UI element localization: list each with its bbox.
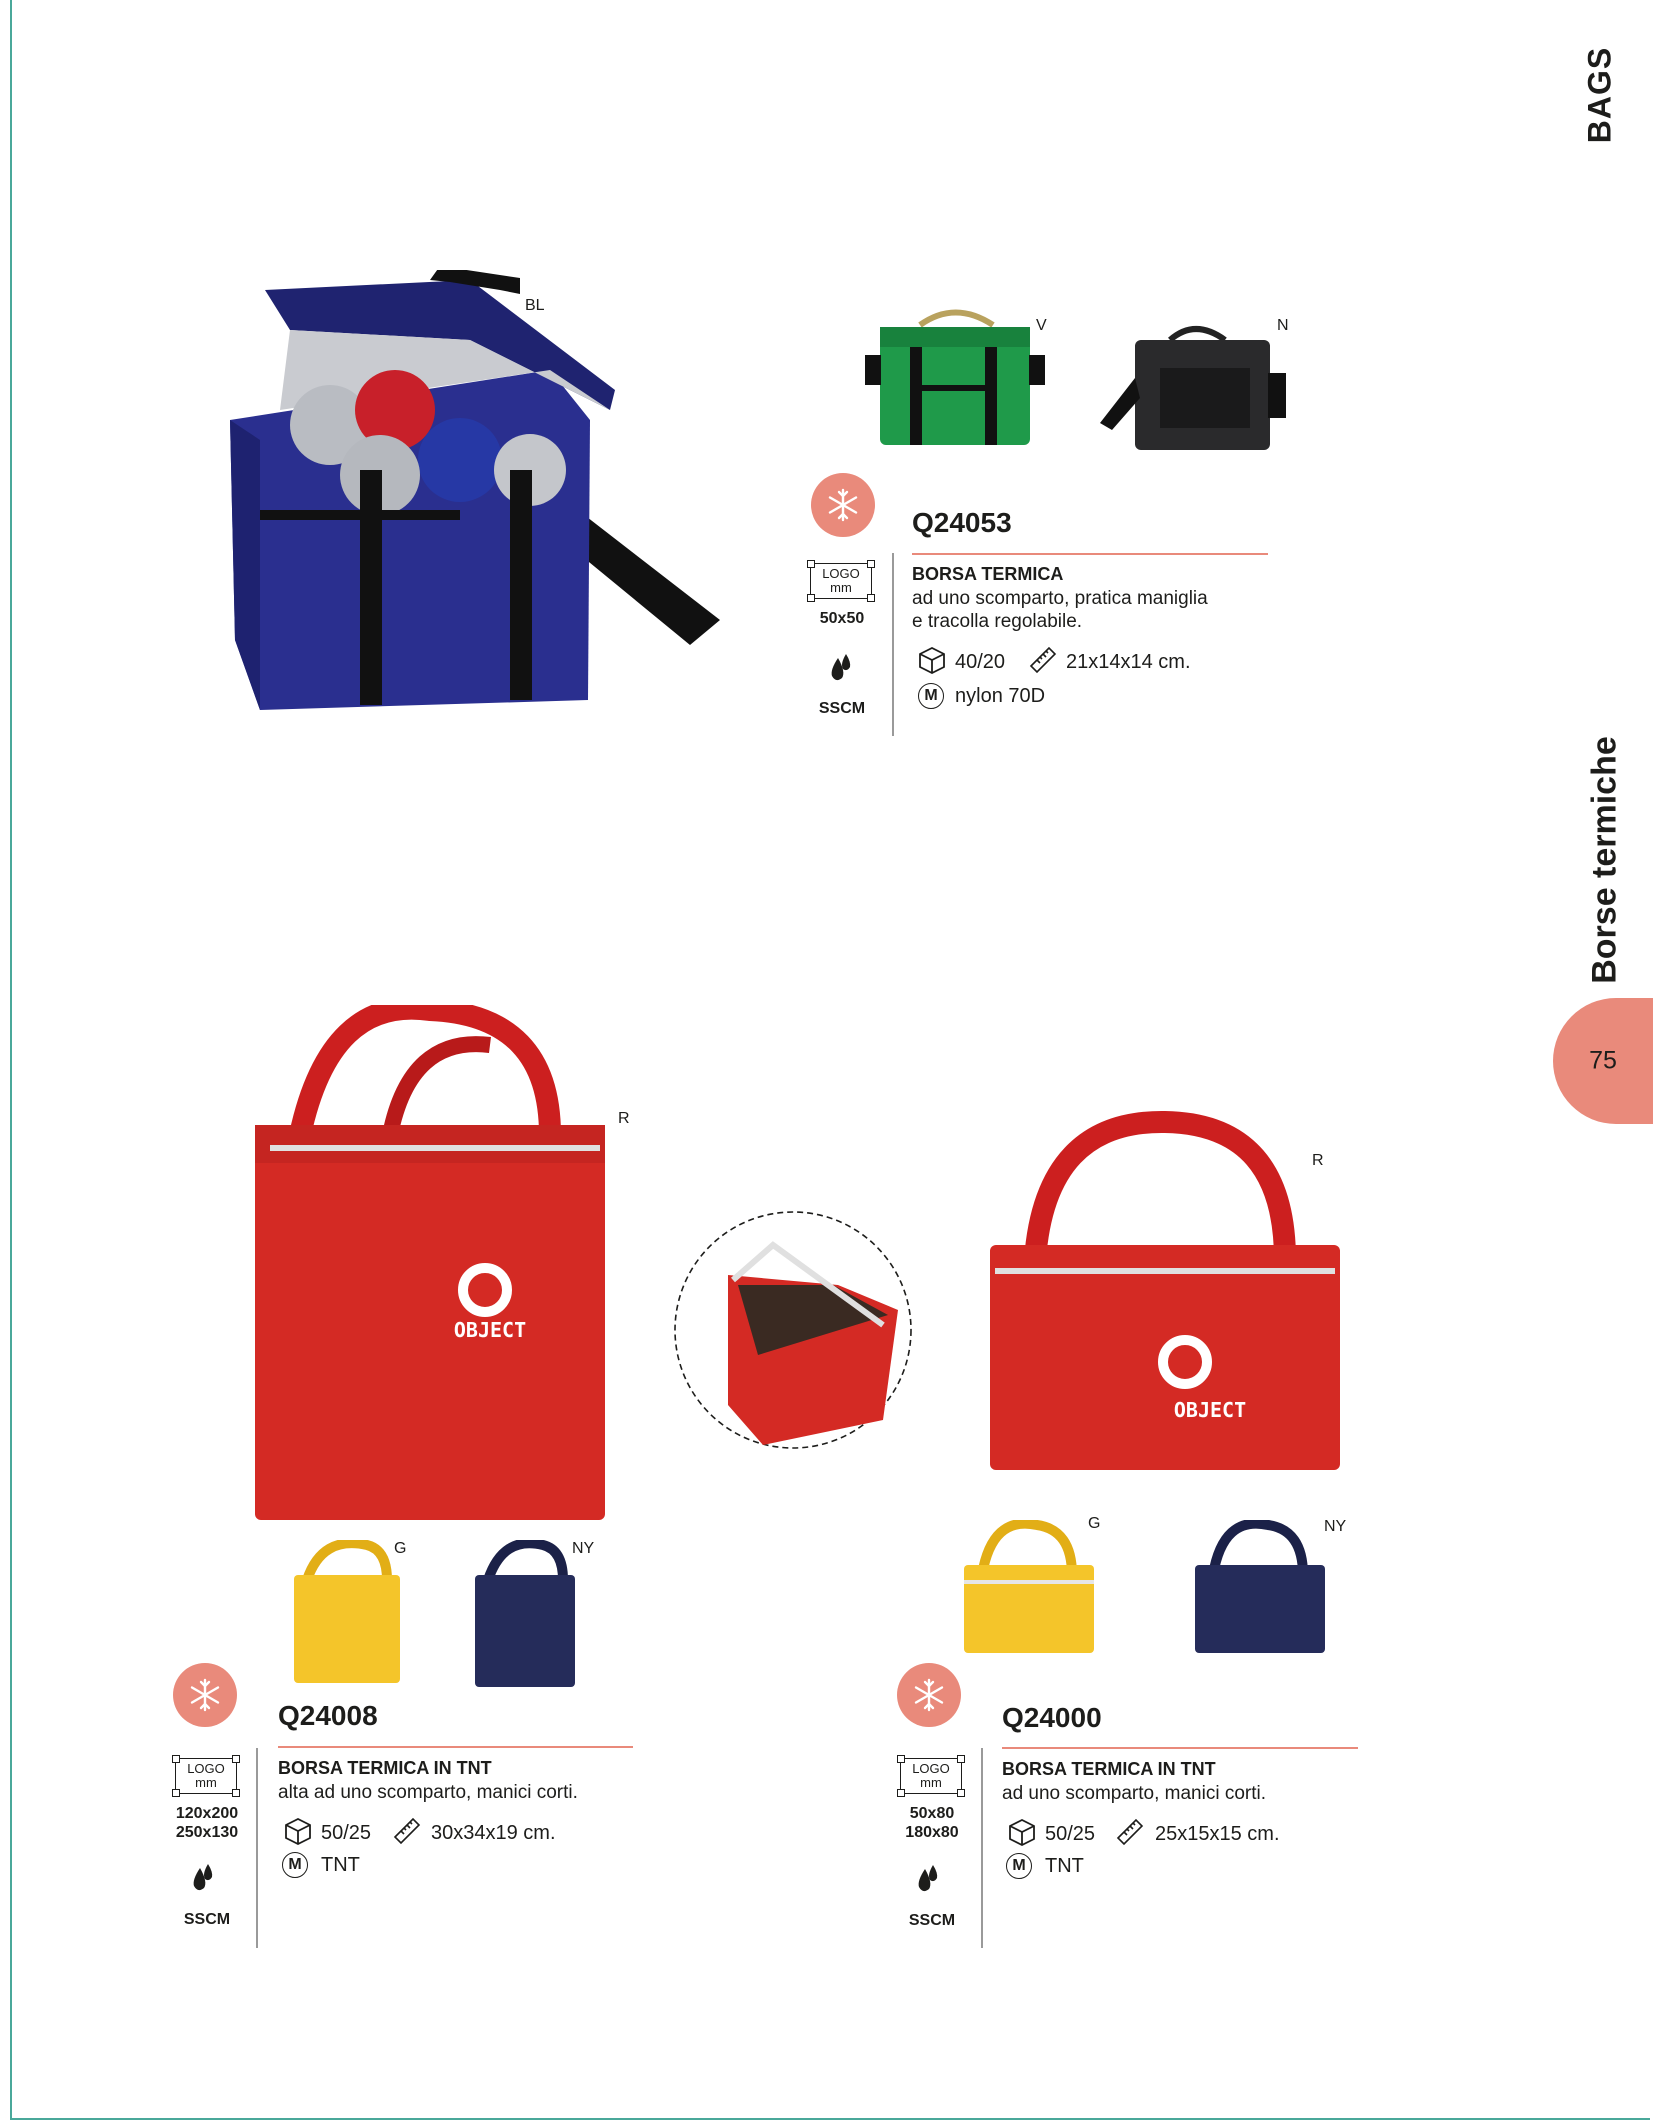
packaging-quantity: 50/25 [1045, 1823, 1096, 1845]
detail-zoom-image [668, 1205, 918, 1455]
category-label: Borse termiche [1585, 736, 1624, 984]
ruler-icon [1115, 1817, 1145, 1847]
thermal-snowflake-icon [173, 1663, 237, 1727]
variant-label-yellow: G [394, 1540, 407, 1557]
print-method: SSCM [818, 700, 866, 717]
ink-drop-icon [826, 652, 856, 686]
product-description: ad uno scomparto, pratica maniglia e tracolla regolabile. [912, 588, 1208, 632]
product-image-yellow-low-bag [962, 1520, 1097, 1655]
variant-label-navy: NY [1324, 1518, 1347, 1535]
logo-area-icon: LOGO mm [900, 1758, 962, 1794]
product-code: Q24053 [912, 507, 1012, 538]
variant-label-black: N [1277, 317, 1289, 334]
packaging-quantity: 40/20 [955, 651, 1006, 673]
product-title: BORSA TERMICA IN TNT [278, 1758, 492, 1778]
ink-drop-icon [913, 1863, 943, 1897]
info-separator [256, 1748, 258, 1948]
box-icon [283, 1816, 313, 1846]
material-icon: M [282, 1852, 308, 1878]
dimensions: 25x15x15 cm. [1155, 1823, 1280, 1845]
info-separator [892, 553, 894, 736]
variant-label-blue: BL [525, 297, 545, 314]
box-icon [1007, 1817, 1037, 1847]
section-label: BAGS [1581, 46, 1618, 144]
ruler-icon [392, 1816, 422, 1846]
variant-label-green: V [1036, 317, 1047, 334]
material-icon: M [1006, 1853, 1032, 1879]
brand-print: OBJECT [1173, 1398, 1247, 1422]
product-title: BORSA TERMICA [912, 564, 1064, 584]
material-icon: M [918, 683, 944, 709]
logo-area-icon: LOGO mm [175, 1758, 237, 1794]
brand-print: OBJECT [453, 1318, 527, 1342]
product-image-yellow-tall-bag [292, 1540, 402, 1685]
material: TNT [1045, 1855, 1084, 1877]
variant-label-red: R [618, 1110, 630, 1127]
dimensions: 30x34x19 cm. [431, 1822, 556, 1844]
info-separator [981, 1748, 983, 1948]
material: nylon 70D [955, 685, 1046, 707]
dimensions: 21x14x14 cm. [1066, 651, 1191, 673]
logo-sizes: 120x200 250x130 [175, 1805, 239, 1841]
logo-area-icon: LOGO mm [810, 563, 872, 599]
box-icon [917, 645, 947, 675]
logo-size: 50x50 [819, 610, 865, 627]
variant-label-navy: NY [572, 1540, 595, 1557]
product-description: ad uno scomparto, manici corti. [1002, 1783, 1267, 1804]
page-number: 75 [1589, 1046, 1617, 1075]
print-method: SSCM [183, 1911, 231, 1928]
title-rule [912, 553, 1268, 555]
logo-sizes: 50x80 180x80 [905, 1805, 959, 1841]
print-method: SSCM [908, 1912, 956, 1929]
variant-label-yellow: G [1088, 1515, 1101, 1532]
product-title: BORSA TERMICA IN TNT [1002, 1759, 1216, 1779]
thermal-snowflake-icon [811, 473, 875, 537]
title-rule [1002, 1747, 1358, 1749]
product-image-black-cooler [1100, 318, 1290, 453]
packaging-quantity: 50/25 [321, 1822, 372, 1844]
title-rule [278, 1746, 633, 1748]
product-image-green-cooler [865, 305, 1045, 450]
ink-drop-icon [188, 1862, 218, 1896]
product-code: Q24008 [278, 1700, 378, 1731]
product-image-blue-cooler [220, 270, 730, 720]
product-code: Q24000 [1002, 1702, 1102, 1733]
material: TNT [321, 1854, 360, 1876]
thermal-snowflake-icon [897, 1663, 961, 1727]
product-image-navy-tall-bag [473, 1540, 578, 1688]
ruler-icon [1028, 645, 1058, 675]
product-image-red-tall-bag [250, 1005, 610, 1520]
variant-label-red: R [1312, 1152, 1324, 1169]
product-description: alta ad uno scomparto, manici corti. [278, 1782, 578, 1803]
product-image-navy-low-bag [1193, 1520, 1328, 1655]
